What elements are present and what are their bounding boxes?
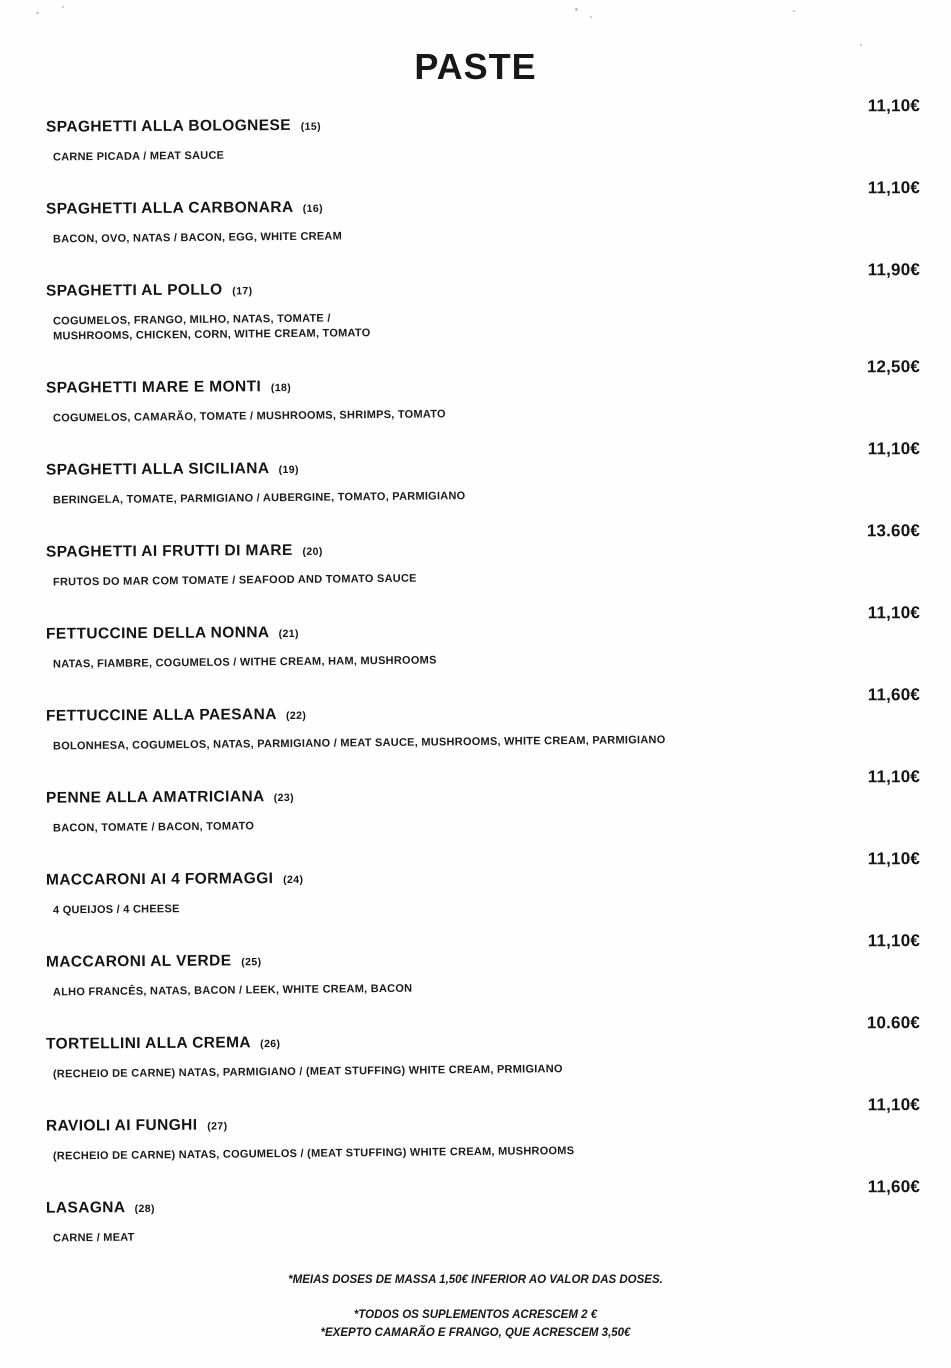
menu-item bbox=[0, 679, 951, 761]
menu-item bbox=[0, 351, 951, 433]
scan-speck bbox=[36, 12, 39, 14]
menu-item bbox=[0, 1089, 951, 1171]
item-number: (22) bbox=[285, 709, 307, 723]
item-price: 11,90€ bbox=[867, 260, 921, 280]
item-description: BERINGELA, TOMATE, PARMIGIANO / AUBERGINE, TOMATO, PARMIGIANO bbox=[52, 490, 466, 507]
item-price: 11,10€ bbox=[867, 1095, 921, 1115]
item-description: BACON, TOMATE / BACON, TOMATO bbox=[52, 820, 255, 835]
menu-item bbox=[0, 515, 951, 597]
item-number: (15) bbox=[300, 120, 322, 133]
footer-note-supplements: *TODOS OS SUPLEMENTOS ACRESCEM 2 € bbox=[353, 1309, 598, 1321]
item-description: BACON, OVO, NATAS / BACON, EGG, WHITE CREAM bbox=[52, 230, 343, 246]
item-price: 11,10€ bbox=[867, 603, 921, 623]
menu-item bbox=[0, 1007, 951, 1089]
scan-speck bbox=[575, 8, 578, 11]
item-number: (19) bbox=[278, 463, 299, 477]
item-price: 11,10€ bbox=[867, 849, 921, 869]
item-description: NATAS, FIAMBRE, COGUMELOS / WITHE CREAM, HAM, MUSHROOMS bbox=[52, 654, 437, 671]
item-description: (RECHEIO DE CARNE) NATAS, COGUMELOS / (MEAT STUFFING) WHITE CREAM, MUSHROOMS bbox=[52, 1144, 575, 1163]
scan-speck bbox=[860, 44, 862, 46]
item-number: (16) bbox=[302, 202, 324, 215]
menu-item bbox=[0, 254, 951, 351]
item-price: 11,60€ bbox=[867, 685, 921, 705]
item-description: 4 QUEIJOS / 4 CHEESE bbox=[52, 903, 180, 917]
scan-speck bbox=[590, 16, 592, 18]
item-name: LASAGNA bbox=[45, 1199, 125, 1217]
item-name: SPAGHETTI AL POLLO bbox=[45, 281, 223, 300]
item-description: COGUMELOS, FRANGO, MILHO, NATAS, TOMATE / MUSHROOMS, CHICKEN, CORN, WITHE CREAM, TOMATO bbox=[52, 312, 371, 343]
item-name: FETTUCCINE ALLA PAESANA bbox=[45, 706, 277, 725]
item-name: FETTUCCINE DELLA NONNA bbox=[45, 624, 269, 643]
item-name: SPAGHETTI ALLA CARBONARA bbox=[45, 198, 294, 218]
scan-speck bbox=[62, 6, 64, 8]
item-name: MACCARONI AI 4 FORMAGGI bbox=[45, 870, 274, 889]
item-price: 13.60€ bbox=[866, 521, 921, 541]
item-number: (27) bbox=[207, 1120, 228, 1133]
item-description: CARNE / MEAT bbox=[52, 1231, 135, 1245]
item-number: (18) bbox=[270, 381, 292, 395]
menu-item bbox=[0, 597, 951, 679]
item-number: (20) bbox=[302, 545, 323, 558]
item-name: PENNE ALLA AMATRICIANA bbox=[45, 788, 265, 807]
item-price: 10.60€ bbox=[866, 1013, 921, 1033]
item-price: 11,60€ bbox=[867, 1177, 921, 1197]
item-description: ALHO FRANCÊS, NATAS, BACON / LEEK, WHITE CREAM, BACON bbox=[52, 982, 413, 999]
item-number: (24) bbox=[283, 873, 304, 887]
item-description: (RECHEIO DE CARNE) NATAS, PARMIGIANO / (MEAT STUFFING) WHITE CREAM, PRMIGIANO bbox=[52, 1063, 563, 1081]
item-number: (17) bbox=[232, 285, 253, 298]
page-title: PASTE bbox=[414, 46, 537, 87]
item-description: COGUMELOS, CAMARÃO, TOMATE / MUSHROOMS, SHRIMPS, TOMATO bbox=[52, 408, 446, 425]
item-description: BOLONHESA, COGUMELOS, NATAS, PARMIGIANO / MEAT SAUCE, MUSHROOMS, WHITE CREAM, PARMIGIANO bbox=[52, 734, 666, 753]
item-number: (25) bbox=[241, 956, 262, 969]
item-name: MACCARONI AL VERDE bbox=[45, 952, 232, 971]
footer-note-half-portions: *MEIAS DOSES DE MASSA 1,50€ INFERIOR AO VALOR DAS DOSES. bbox=[288, 1274, 663, 1286]
item-name: RAVIOLI AI FUNGHI bbox=[45, 1116, 198, 1135]
item-name: SPAGHETTI ALLA BOLOGNESE bbox=[45, 116, 292, 136]
footer-note-exceptions: *EXEPTO CAMARÃO E FRANGO, QUE ACRESCEM 3,50€ bbox=[320, 1327, 631, 1339]
item-description: CARNE PICADA / MEAT SAUCE bbox=[52, 149, 225, 164]
item-price: 11,10€ bbox=[867, 439, 921, 459]
item-price: 11,10€ bbox=[867, 931, 921, 951]
footer-notes bbox=[0, 1273, 951, 1340]
item-name: SPAGHETTI ALLA SICILIANA bbox=[45, 460, 269, 479]
menu-item bbox=[0, 1171, 951, 1253]
menu-item bbox=[0, 843, 951, 925]
item-description: FRUTOS DO MAR COM TOMATE / SEAFOOD AND TOMATO SAUCE bbox=[52, 572, 417, 589]
item-price: 12,50€ bbox=[866, 357, 921, 377]
item-price: 11,10€ bbox=[867, 96, 921, 116]
menu-list bbox=[0, 90, 951, 1253]
menu-item bbox=[0, 925, 951, 1007]
menu-item bbox=[0, 90, 951, 172]
item-price: 11,10€ bbox=[867, 767, 921, 787]
menu-item bbox=[0, 433, 951, 515]
menu-item bbox=[0, 172, 951, 254]
item-number: (28) bbox=[134, 1202, 155, 1216]
item-name: TORTELLINI ALLA CREMA bbox=[45, 1034, 251, 1053]
item-number: (23) bbox=[273, 791, 295, 805]
scan-speck bbox=[793, 10, 795, 12]
item-number: (26) bbox=[260, 1038, 281, 1051]
item-price: 11,10€ bbox=[867, 178, 921, 198]
item-name: SPAGHETTI MARE E MONTI bbox=[45, 378, 262, 397]
item-name: SPAGHETTI AI FRUTTI DI MARE bbox=[45, 541, 293, 561]
item-number: (21) bbox=[278, 627, 299, 641]
menu-item bbox=[0, 761, 951, 843]
